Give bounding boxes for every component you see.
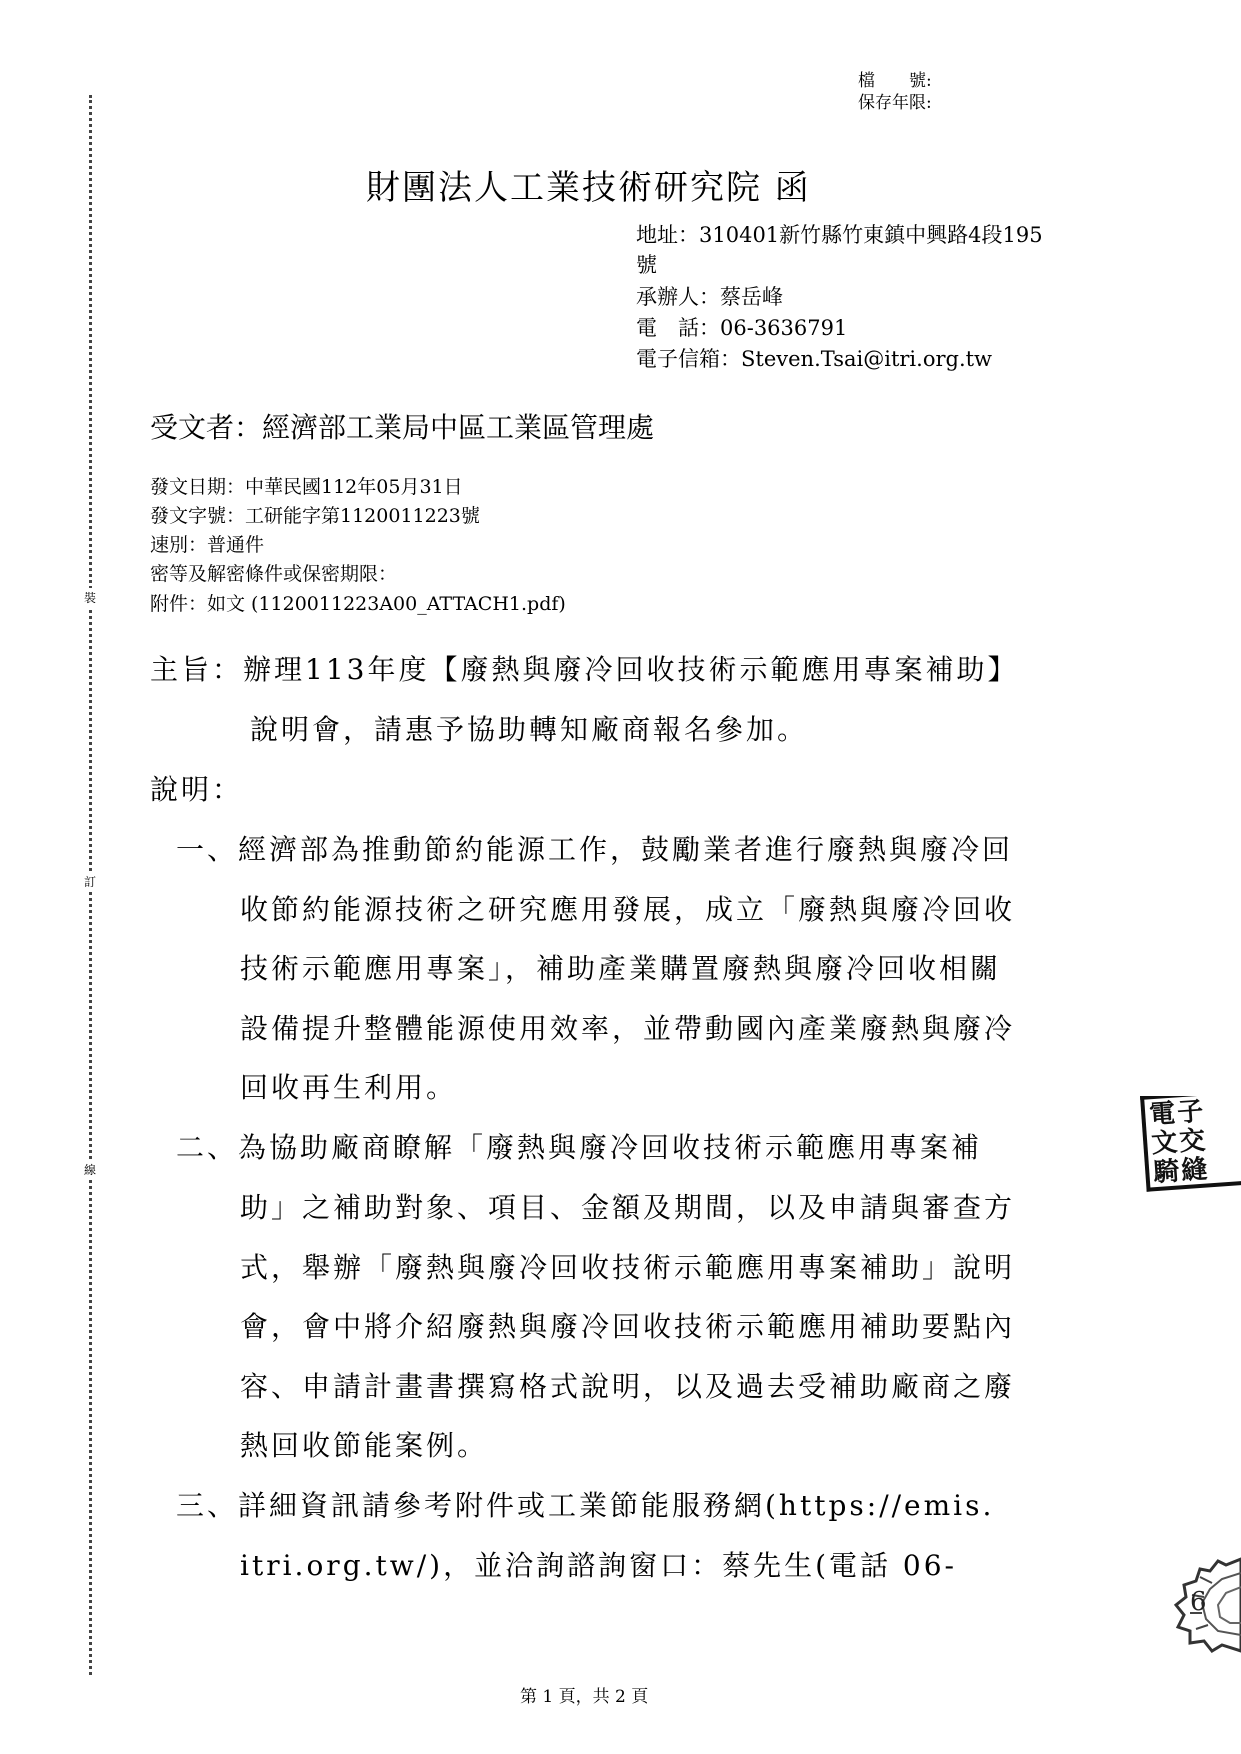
seam-stamp <box>1140 1096 1241 1192</box>
binding-mark-bind: 裝 <box>84 588 96 608</box>
issue-date: 發文日期：中華民國112年05月31日 <box>150 476 463 498</box>
binding-mark-line: 線 <box>84 1160 96 1180</box>
item-1-line-3: 技術示範應用專案」，補助產業購置廢熱與廢冷回收相關 <box>240 952 1002 985</box>
binding-mark-staple: 訂 <box>84 872 96 892</box>
file-number-label: 檔 號: <box>858 71 932 91</box>
handler: 承辦人：蔡岳峰 <box>636 285 783 309</box>
speed-class: 速別：普通件 <box>150 534 265 556</box>
recipient: 受文者：經濟部工業局中區工業區管理處 <box>150 411 655 444</box>
item-1-line-4: 設備提升整體能源使用效率，並帶動國內產業廢熱與廢冷 <box>240 1012 1016 1045</box>
subject-line-1: 主旨：辦理113年度【廢熱與廢冷回收技術示範應用專案補助】 <box>150 653 1019 686</box>
item-2-line-2: 助」之補助對象、項目、金額及期間，以及申請與審查方 <box>240 1191 1016 1224</box>
page-footer: 第 1 頁，共 2 頁 <box>520 1687 649 1707</box>
address-line-1: 地址：310401新竹縣竹東鎮中興路4段195 <box>636 223 1043 247</box>
seal-number: 6 <box>1190 1587 1207 1617</box>
item-3-line-1: 三、詳細資訊請參考附件或工業節能服務網(https://emis. <box>176 1489 995 1522</box>
item-2-line-1: 二、為協助廠商瞭解「廢熱與廢冷回收技術示範應用專案補 <box>176 1131 983 1164</box>
item-3-line-2: itri.org.tw/)，並洽詢諮詢窗口：蔡先生(電話 06- <box>240 1549 958 1582</box>
subject-line-2: 說明會，請惠予協助轉知廠商報名參加。 <box>250 713 809 746</box>
email: 電子信箱：Steven.Tsai@itri.org.tw <box>636 347 993 371</box>
stamp-row-2: 文交 <box>1150 1125 1209 1160</box>
stamp-row-1: 電子 <box>1148 1096 1207 1131</box>
item-1-line-1: 一、經濟部為推動節約能源工作，鼓勵業者進行廢熱與廢冷回 <box>176 833 1014 866</box>
item-2-line-4: 會，會中將介紹廢熱與廢冷回收技術示範應用補助要點內 <box>240 1310 1016 1343</box>
issue-number: 發文字號：工研能字第1120011223號 <box>150 505 480 527</box>
explain-label: 說明： <box>150 773 244 806</box>
attachment: 附件：如文 (1120011223A00_ATTACH1.pdf) <box>150 593 566 615</box>
item-1-line-2: 收節約能源技術之研究應用發展，成立「廢熱與廢冷回收 <box>240 893 1016 926</box>
address-line-2: 號 <box>636 253 657 277</box>
security-level: 密等及解密條件或保密期限： <box>150 563 398 585</box>
item-1-line-5: 回收再生利用。 <box>240 1071 458 1104</box>
item-2-line-5: 容、申請計畫書撰寫格式說明，以及過去受補助廠商之廢 <box>240 1370 1016 1403</box>
document-title: 財團法人工業技術研究院 函 <box>366 168 811 208</box>
item-2-line-6: 熱回收節能案例。 <box>240 1429 489 1462</box>
retention-label: 保存年限: <box>858 93 932 113</box>
stamp-row-3: 騎縫 <box>1152 1154 1211 1189</box>
phone: 電 話：06-3636791 <box>636 316 848 340</box>
item-2-line-3: 式，舉辦「廢熱與廢冷回收技術示範應用專案補助」說明 <box>240 1251 1016 1284</box>
